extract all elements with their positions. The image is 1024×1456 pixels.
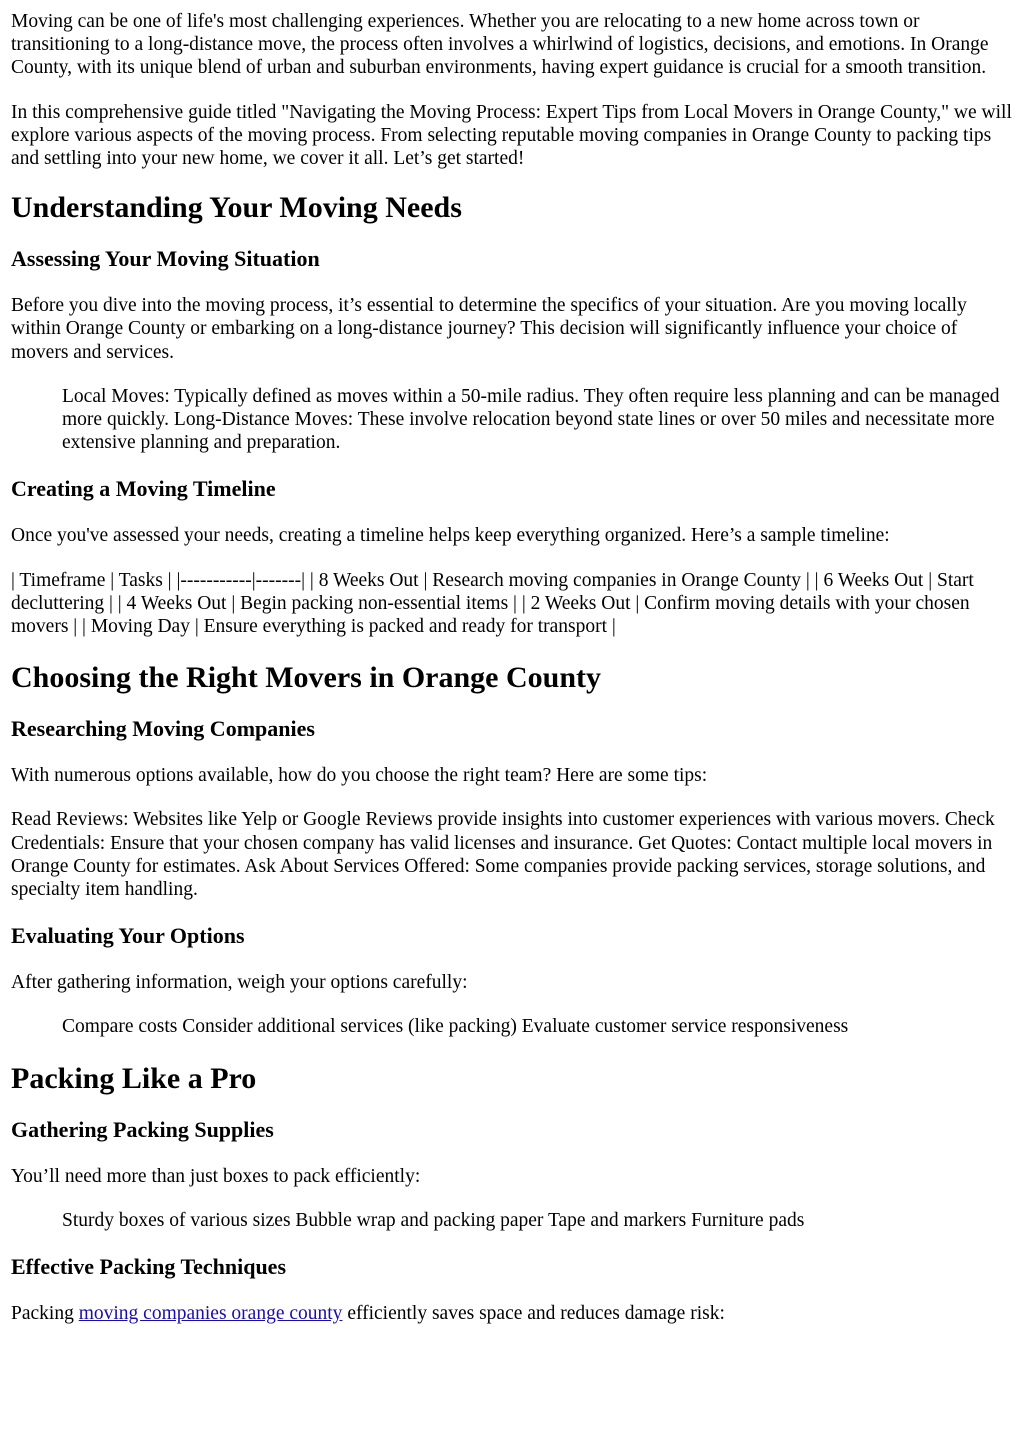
move-types-quote: Local Moves: Typically defined as moves within a 50-mile radius. They often require less planning and can be managed more quickly. Long-Distance Moves: These involve relocation beyond state lines or over 50 miles and necessitate more extensive planning and preparation. (62, 385, 1000, 454)
assessing-paragraph: Before you dive into the moving process, it’s essential to determine the specifics of your situation. Are you moving locally within Orange County or embarking on a long-distance journey? This decision will significantly influence your choice of movers and services. (11, 295, 967, 363)
article (0, 10, 1024, 1325)
research-tips-paragraph: Read Reviews: Websites like Yelp or Google Reviews provide insights into customer experiences with various movers. Check Credentials: Ensure that your chosen company has valid licenses and insurance. Get Quotes: Contact multiple local movers in Orange County for estimates. Ask About Services Offered: Some companies provide packing services, storage solutions, and specialty item handling. (11, 809, 995, 901)
heading-understanding-needs: Understanding Your Moving Needs (11, 191, 462, 225)
researching-paragraph: With numerous options available, how do you choose the right team? Here are some tips: (11, 765, 708, 787)
heading-packing-techniques: Effective Packing Techniques (11, 1254, 287, 1280)
intro-paragraph-2: In this comprehensive guide titled "Navigating the Moving Process: Expert Tips from Local Movers in Orange County," we will explore various aspects of the moving process. From selecting reputable moving companies in Orange County to packing tips and settling into your new home, we cover it all. Let’s get started! (11, 101, 1012, 170)
techniques-text-before: Packing (11, 1303, 79, 1325)
timeline-paragraph: Once you've assessed your needs, creating a timeline helps keep everything organized. Here’s a sample timeline: (11, 525, 890, 547)
heading-assessing-situation: Assessing Your Moving Situation (11, 246, 320, 272)
heading-evaluating-options: Evaluating Your Options (11, 923, 245, 949)
heading-packing-supplies: Gathering Packing Supplies (11, 1116, 274, 1142)
heading-moving-timeline: Creating a Moving Timeline (11, 476, 276, 502)
moving-companies-link[interactable]: moving companies orange county (78, 1303, 343, 1325)
techniques-paragraph (11, 1302, 1014, 1325)
supplies-paragraph: You’ll need more than just boxes to pack efficiently: (11, 1165, 421, 1187)
evaluating-quote: Compare costs Consider additional services (like packing) Evaluate customer service responsiveness (62, 1016, 849, 1038)
supplies-quote: Sturdy boxes of various sizes Bubble wrap and packing paper Tape and markers Furniture pads (62, 1209, 805, 1231)
heading-researching-companies: Researching Moving Companies (11, 716, 315, 742)
intro-paragraph-1: Moving can be one of life's most challenging experiences. Whether you are relocating to a new home across town or transitioning to a long-distance move, the process often involves a whirlwind of logistics, decisions, and emotions. In Orange County, with its unique blend of urban and suburban environments, having expert guidance is crucial for a smooth transition. (11, 11, 989, 79)
heading-packing-like-pro: Packing Like a Pro (11, 1061, 257, 1095)
evaluating-paragraph: After gathering information, weigh your options carefully: (11, 972, 468, 994)
timeline-table-text: | Timeframe | Tasks | |-----------|-------| | 8 Weeks Out | Research moving companies in Orange County | | 6 Weeks Out | Start decluttering | | 4 Weeks Out | Begin packing non-essential items | | 2 Weeks Out | Confirm moving details with your chosen movers | | Moving Day | Ensure everything is packed and ready for transport | (11, 569, 974, 638)
techniques-text-after: efficiently saves space and reduces damage risk: (342, 1303, 725, 1325)
heading-choosing-movers: Choosing the Right Movers in Orange County (11, 661, 602, 695)
